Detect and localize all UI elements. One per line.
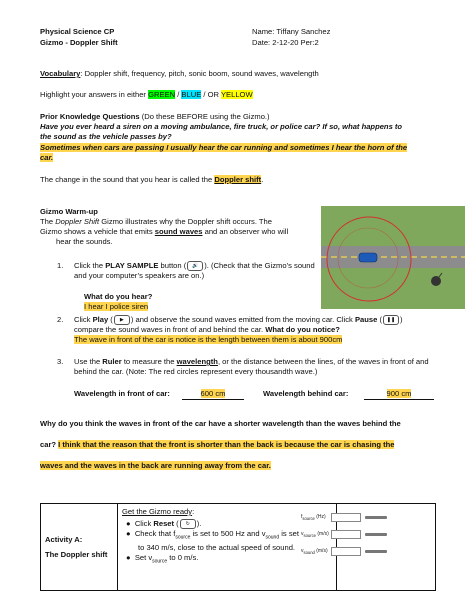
q1-line1 xyxy=(74,261,315,271)
q3-line1 xyxy=(74,357,429,367)
wavelength-front-label: Wavelength in front of car: xyxy=(74,389,170,398)
vsound-input[interactable] xyxy=(331,547,361,556)
prior-heading-text: Prior Knowledge Questions xyxy=(40,112,140,121)
q2-number: 2. xyxy=(57,315,64,324)
fsource-input[interactable] xyxy=(331,513,361,522)
vsource-slider[interactable] xyxy=(365,533,387,536)
fsource-unit: (Hz) xyxy=(316,514,326,520)
q2-answer xyxy=(74,335,342,345)
bullet-reset: ● Click Reset ( ↻ ). xyxy=(126,519,202,528)
gizmo-ready-colon: : xyxy=(192,507,195,516)
q1-line2: and your computer’s speakers are on.) xyxy=(74,271,205,280)
q2-notice-prompt: What do you notice? xyxy=(265,325,340,334)
why-question-line1: Why do you think the waves in front of the car have a shorter wavelength than the waves behind the xyxy=(40,419,401,428)
warmup-heading: Gizmo Warm-up xyxy=(40,207,98,216)
reset-bullet-a: Click xyxy=(134,519,154,528)
slider-label-fsource xyxy=(301,514,326,521)
change-prefix: The change in the sound that you hear is called the xyxy=(40,175,215,184)
prior-answer-line2 xyxy=(40,153,53,163)
reset-term: Reset xyxy=(153,519,175,528)
q3-l1c: to measure the xyxy=(121,357,177,366)
play-icon[interactable]: ▶ xyxy=(114,315,130,325)
change-sentence xyxy=(40,175,263,185)
warmup-line1 xyxy=(40,217,272,227)
q2-l1d: ) and observe the sound waves emitted from the moving car. Click xyxy=(130,315,355,324)
yellow-label: YELLOW xyxy=(220,90,253,99)
vsound-slider[interactable] xyxy=(365,550,387,553)
set-a: Set v xyxy=(134,552,153,562)
q2-line2 xyxy=(74,325,340,335)
q3-line2: behind the car. (Note: The red circles represent every thousandth wave.) xyxy=(74,367,318,376)
why-answer-line3 xyxy=(40,461,271,471)
speaker-icon[interactable]: 🔊 xyxy=(187,261,203,271)
check-sub-source: source xyxy=(175,534,191,541)
check-l1: Check that f xyxy=(134,529,176,538)
vsource-input[interactable] xyxy=(331,530,361,539)
q2-answer-text: The wave in front of the car is notice is the length between them is about 900cm xyxy=(74,335,343,344)
prior-answer-line1 xyxy=(40,143,407,153)
why-answer-text1: I think that the reason that the front is shorter than the back is because the car is chasing the xyxy=(58,440,395,449)
q1-l1a: Click the xyxy=(74,261,106,270)
q3-l1a: Use the xyxy=(74,357,103,366)
bullet-check-line2: to 340 m/s, close to the actual speed of sound. xyxy=(138,542,296,552)
sound-waves-term: sound waves xyxy=(154,227,203,236)
why-answer-text2: waves and the waves in the back are running away from the car. xyxy=(40,461,271,470)
car xyxy=(359,253,377,262)
reset-icon[interactable]: ↻ xyxy=(180,519,196,529)
ruler-term: Ruler xyxy=(102,357,122,366)
pause-term: Pause xyxy=(354,315,378,324)
set-b: to 0 m/s. xyxy=(167,552,199,562)
change-suffix: . xyxy=(261,175,264,184)
slider-label-vsound xyxy=(301,548,328,555)
date-period: Date: 2-12-20 Per:2 xyxy=(252,38,319,47)
vsound-unit: (m/s) xyxy=(316,548,328,554)
prior-question-line2: the sound as the vehicle passes by? xyxy=(40,132,172,141)
q1-answer xyxy=(84,302,148,312)
wavelength-behind-field xyxy=(364,389,434,400)
pause-icon[interactable]: ❚❚ xyxy=(383,315,399,325)
activity-subtitle: The Doppler shift xyxy=(45,550,108,559)
q1-answer-text: I hear I police siren xyxy=(84,302,149,311)
prior-answer-text2: car. xyxy=(40,153,54,162)
warmup-p1c: Gizmo illustrates why the Doppler shift occurs. The xyxy=(99,217,273,226)
wavelength-behind-value: 900 cm xyxy=(386,389,412,398)
highlight-sep: / xyxy=(175,90,182,99)
q2-l1g: ) xyxy=(399,315,403,324)
gizmo-ready-label: Get the Gizmo ready xyxy=(122,507,193,516)
prior-question-line1: Have you ever heard a siren on a moving ambulance, fire truck, or police car? If so, what happens to xyxy=(40,122,403,131)
gizmo-simulation-image xyxy=(321,206,465,309)
observer xyxy=(431,276,441,286)
vocabulary-line xyxy=(40,69,319,79)
activity-title-cell xyxy=(41,504,118,591)
vsource-sub: source xyxy=(303,533,316,538)
fsource-slider[interactable] xyxy=(365,516,387,519)
vsound-letter: v xyxy=(301,548,304,554)
wavelength-behind-blank xyxy=(364,389,434,400)
check-l1b: is set to 500 Hz and v xyxy=(190,529,266,538)
green-label: GREEN xyxy=(148,90,176,99)
check-sub-sound: sound xyxy=(265,534,280,541)
q2-l1a: Click xyxy=(74,315,93,324)
vsource-unit: (m/s) xyxy=(317,531,329,537)
warmup-gizmo-name: Doppler Shift xyxy=(55,217,100,226)
check-l1c: is set xyxy=(279,529,299,538)
set-sub-source: source xyxy=(152,558,168,565)
warmup-p2a: Gizmo shows a vehicle that emits xyxy=(40,227,155,236)
course-name: Physical Science CP xyxy=(40,27,115,36)
vocabulary-label: Vocabulary xyxy=(40,69,81,78)
q1-l1c: button ( xyxy=(158,261,187,270)
activity-title: Activity A: xyxy=(45,535,83,544)
q1-number: 1. xyxy=(57,261,64,270)
q3-number: 3. xyxy=(57,357,64,366)
q2-l1c: ( xyxy=(108,315,113,324)
highlight-instructions xyxy=(40,90,253,100)
why-line2 xyxy=(40,440,394,450)
vsound-sub: sound xyxy=(303,550,315,555)
bullet-set: ● Set $v_{source}$ to 0 m/s. xyxy=(126,552,199,565)
wavelength-behind-label: Wavelength behind car: xyxy=(263,389,349,398)
vsource-letter: v xyxy=(301,531,304,537)
blue-label: BLUE xyxy=(181,90,202,99)
why-question-line2: car? xyxy=(40,440,59,449)
highlight-prefix: Highlight your answers in either xyxy=(40,90,149,99)
document-title: Gizmo - Doppler Shift xyxy=(40,38,118,47)
vocabulary-terms: : Doppler shift, frequency, pitch, sonic boom, sound waves, wavelength xyxy=(80,69,319,78)
prior-answer-text1: Sometimes when cars are passing I usually hear the car running and sometimes I hear the horn of the xyxy=(40,143,408,152)
wavelength-front-blank xyxy=(182,389,244,400)
warmup-line2 xyxy=(40,227,288,237)
play-term: Play xyxy=(92,315,109,324)
slider-label-vsource xyxy=(301,531,329,538)
prior-heading-note: (Do these BEFORE using the Gizmo.) xyxy=(139,112,270,121)
q1-l1d: ). (Check that the Gizmo’s sound xyxy=(204,261,315,270)
q1-subquestion: What do you hear? xyxy=(84,292,153,301)
wavelength-front-field xyxy=(182,389,244,400)
warmup-p1a: The xyxy=(40,217,56,226)
q2-l2a: compare the sound waves in front of and behind the car. xyxy=(74,325,266,334)
reset-bullet-d: ). xyxy=(196,519,202,528)
fsource-sub: source xyxy=(302,516,315,521)
wavelength-front-value: 600 cm xyxy=(200,389,226,398)
q2-line1 xyxy=(74,315,403,325)
doppler-shift-answer: Doppler shift xyxy=(214,175,262,184)
student-name: Name: Tiffany Sanchez xyxy=(252,27,331,36)
reset-bullet-c: ( xyxy=(174,519,179,528)
q2-l1f: ( xyxy=(377,315,382,324)
warmup-line3: hear the sounds. xyxy=(56,237,113,246)
warmup-p2c: and an observer who will xyxy=(202,227,289,236)
fsource-letter: f xyxy=(301,514,303,520)
bullet-check: ● Check that $f_{source}$ is set to 500 Hz and $v_{sound}$ is set xyxy=(126,529,299,541)
prior-knowledge-heading xyxy=(40,112,270,122)
wavelength-term: wavelength xyxy=(176,357,218,366)
q3-l1e: , or the distance between the lines, of the waves in front of and xyxy=(217,357,429,366)
highlight-sep-or: / OR xyxy=(201,90,221,99)
play-sample-term: PLAY SAMPLE xyxy=(105,261,159,270)
